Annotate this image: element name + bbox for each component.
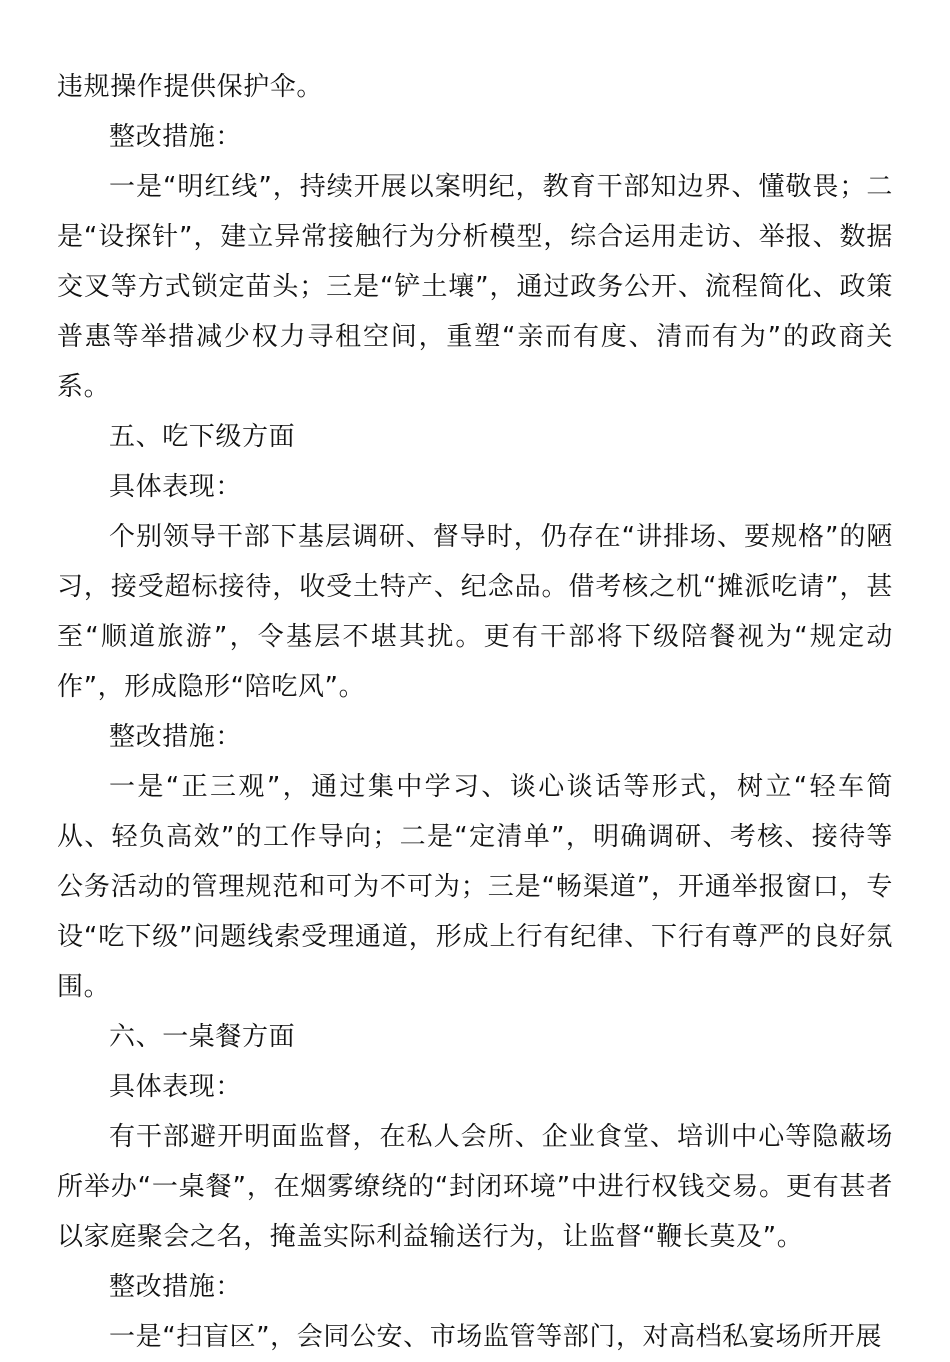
paragraph-continuation: 违规操作提供保护伞。 [57,72,324,102]
section-label-manifestation: 具体表现： [109,1072,243,1102]
paragraph-measures: 一是“扫盲区”，会同公安、市场监管等部门，对高档私宴场所开展 [109,1322,882,1352]
paragraph-manifestation: 有干部避开明面监督，在私人会所、企业食堂、培训中心等隐蔽场所举办“一桌餐”，在烟雾缭绕的“封闭环境”中进行权钱交易。更有甚者以家庭聚会之名，掩盖实际利益输送行为，让监督“鞭长莫及”。 [57,1122,893,1252]
section-heading-five: 五、吃下级方面 [109,422,296,452]
paragraph-manifestation: 个别领导干部下基层调研、督导时，仍存在“讲排场、要规格”的陋习，接受超标接待，收受土特产、纪念品。借考核之机“摊派吃请”，甚至“顺道旅游”，令基层不堪其扰。更有干部将下级陪餐视为“规定动作”，形成隐形“陪吃风”。 [57,522,893,702]
section-heading-six: 六、一桌餐方面 [109,1022,296,1052]
document-body [57,62,893,1362]
paragraph-measures: 一是“明红线”，持续开展以案明纪，教育干部知边界、懂敬畏；二是“设探针”，建立异常接触行为分析模型，综合运用走访、举报、数据交叉等方式锁定苗头；三是“铲土壤”，通过政务公开、流程简化、政策普惠等举措减少权力寻租空间，重塑“亲而有度、清而有为”的政商关系。 [57,172,893,402]
paragraph-measures: 一是“正三观”，通过集中学习、谈心谈话等形式，树立“轻车简从、轻负高效”的工作导向；二是“定清单”，明确调研、考核、接待等公务活动的管理规范和可为不可为；三是“畅渠道”，开通举报窗口，专设“吃下级”问题线索受理通道，形成上行有纪律、下行有尊严的良好氛围。 [57,772,893,1002]
section-label-measures: 整改措施： [109,722,243,752]
section-label-measures: 整改措施： [109,122,243,152]
section-label-measures: 整改措施： [109,1272,243,1302]
section-label-manifestation: 具体表现： [109,472,243,502]
